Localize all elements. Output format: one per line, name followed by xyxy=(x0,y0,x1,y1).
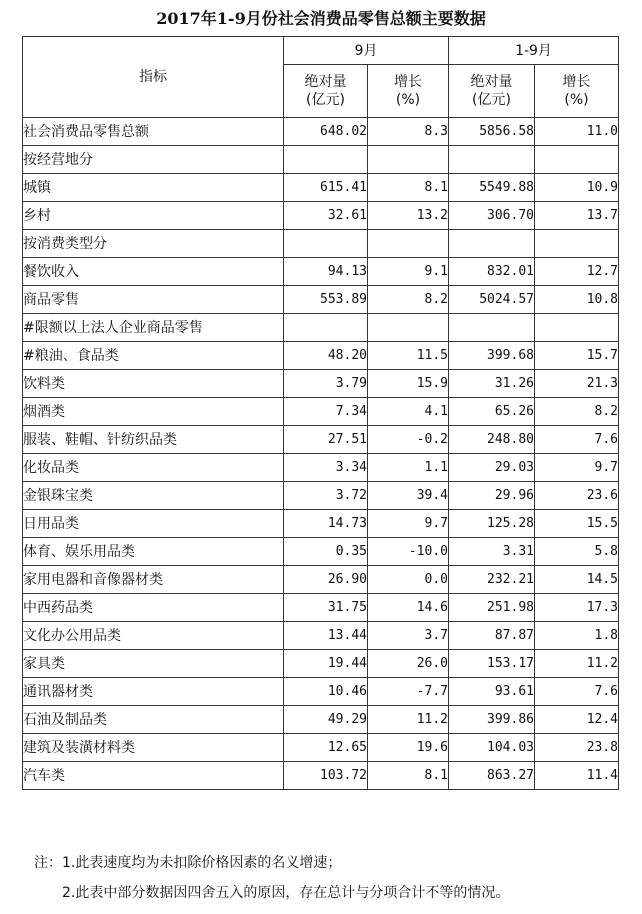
ytd-abs-cell: 399.68 xyxy=(449,342,535,370)
month-abs-cell: 615.41 xyxy=(284,174,368,202)
row-label: 家用电器和音像器材类 xyxy=(23,566,284,594)
footnote-2: 2.此表中部分数据因四舍五入的原因，存在总计与分项合计不等的情况。 xyxy=(62,885,510,901)
row-label: 饮料类 xyxy=(23,370,284,398)
month-abs-cell: 10.46 xyxy=(284,678,368,706)
ytd-abs-cell xyxy=(449,230,535,258)
month-growth-cell: 19.6 xyxy=(368,734,449,762)
abs-label: 绝对量 xyxy=(470,74,513,90)
table-row xyxy=(23,762,619,790)
row-label: 建筑及装潢材料类 xyxy=(23,734,284,762)
table-row xyxy=(23,258,619,286)
header-row-periods xyxy=(23,37,619,65)
growth-label: 增长 xyxy=(394,74,422,90)
row-label: #限额以上法人企业商品零售 xyxy=(23,314,284,342)
row-label: 日用品类 xyxy=(23,510,284,538)
ytd-growth-cell: 7.6 xyxy=(535,678,619,706)
ytd-abs-cell: 104.03 xyxy=(449,734,535,762)
ytd-abs-cell: 29.03 xyxy=(449,454,535,482)
month-abs-cell: 94.13 xyxy=(284,258,368,286)
footnotes xyxy=(34,848,509,908)
ytd-abs-cell: 248.80 xyxy=(449,426,535,454)
table-row xyxy=(23,678,619,706)
ytd-abs-cell: 251.98 xyxy=(449,594,535,622)
month-abs-cell: 48.20 xyxy=(284,342,368,370)
ytd-abs-cell: 65.26 xyxy=(449,398,535,426)
growth-label: 增长 xyxy=(562,74,591,90)
table-row xyxy=(23,202,619,230)
table-row xyxy=(23,594,619,622)
column-header-month: 9月 xyxy=(284,37,449,65)
month-abs-cell: 31.75 xyxy=(284,594,368,622)
row-label: 社会消费品零售总额 xyxy=(23,118,284,146)
table-row xyxy=(23,622,619,650)
ytd-abs-cell: 399.86 xyxy=(449,706,535,734)
row-label: 中西药品类 xyxy=(23,594,284,622)
month-growth-cell: 9.1 xyxy=(368,258,449,286)
row-label: 餐饮收入 xyxy=(23,258,284,286)
month-growth-cell: 14.6 xyxy=(368,594,449,622)
row-label: 体育、娱乐用品类 xyxy=(23,538,284,566)
row-label: 化妆品类 xyxy=(23,454,284,482)
ytd-growth-cell: 21.3 xyxy=(535,370,619,398)
ytd-abs-cell: 31.26 xyxy=(449,370,535,398)
ytd-growth-cell: 15.5 xyxy=(535,510,619,538)
month-growth-cell xyxy=(368,146,449,174)
month-abs-cell: 14.73 xyxy=(284,510,368,538)
row-label: 文化办公用品类 xyxy=(23,622,284,650)
row-label: 石油及制品类 xyxy=(23,706,284,734)
table-row xyxy=(23,230,619,258)
ytd-growth-cell: 5.8 xyxy=(535,538,619,566)
month-abs-cell: 3.34 xyxy=(284,454,368,482)
ytd-growth-cell: 9.7 xyxy=(535,454,619,482)
row-label: 金银珠宝类 xyxy=(23,482,284,510)
month-growth-cell: 8.2 xyxy=(368,286,449,314)
ytd-abs-cell: 832.01 xyxy=(449,258,535,286)
table-row xyxy=(23,734,619,762)
ytd-growth-cell: 11.4 xyxy=(535,762,619,790)
table-row xyxy=(23,314,619,342)
row-label: 按消费类型分 xyxy=(23,230,284,258)
ytd-growth-cell xyxy=(535,230,619,258)
ytd-abs-cell: 232.21 xyxy=(449,566,535,594)
month-abs-cell: 26.90 xyxy=(284,566,368,594)
row-label: 按经营地分 xyxy=(23,146,284,174)
ytd-growth-cell: 10.9 xyxy=(535,174,619,202)
month-growth-cell: 3.7 xyxy=(368,622,449,650)
ytd-abs-cell: 3.31 xyxy=(449,538,535,566)
month-growth-cell: -0.2 xyxy=(368,426,449,454)
ytd-growth-cell: 23.6 xyxy=(535,482,619,510)
growth-unit: (%) xyxy=(564,92,589,108)
row-label: 通讯器材类 xyxy=(23,678,284,706)
month-growth-cell: 13.2 xyxy=(368,202,449,230)
ytd-growth-cell: 1.8 xyxy=(535,622,619,650)
month-growth-cell: 1.1 xyxy=(368,454,449,482)
table-row xyxy=(23,454,619,482)
month-growth-cell: -10.0 xyxy=(368,538,449,566)
month-abs-cell: 19.44 xyxy=(284,650,368,678)
ytd-abs-cell: 5549.88 xyxy=(449,174,535,202)
ytd-growth-cell: 12.7 xyxy=(535,258,619,286)
month-abs-cell: 648.02 xyxy=(284,118,368,146)
column-header-ytd: 1-9月 xyxy=(449,37,619,65)
footnote-1: 注：1.此表速度均为未扣除价格因素的名义增速； xyxy=(34,855,342,871)
month-growth-cell: 11.5 xyxy=(368,342,449,370)
month-growth-cell: 11.2 xyxy=(368,706,449,734)
row-label: 家具类 xyxy=(23,650,284,678)
column-header-indicator: 指标 xyxy=(23,37,284,118)
month-growth-cell: 8.1 xyxy=(368,174,449,202)
month-abs-cell xyxy=(284,230,368,258)
table-row xyxy=(23,118,619,146)
month-growth-cell xyxy=(368,314,449,342)
month-growth-cell: 8.3 xyxy=(368,118,449,146)
ytd-abs-cell: 93.61 xyxy=(449,678,535,706)
ytd-abs-cell: 153.17 xyxy=(449,650,535,678)
ytd-growth-cell: 17.3 xyxy=(535,594,619,622)
table-row xyxy=(23,342,619,370)
ytd-abs-cell: 87.87 xyxy=(449,622,535,650)
table-row xyxy=(23,706,619,734)
table-row xyxy=(23,426,619,454)
month-abs-cell: 103.72 xyxy=(284,762,368,790)
row-label: 汽车类 xyxy=(23,762,284,790)
abs-unit: (亿元) xyxy=(306,92,345,108)
month-abs-cell xyxy=(284,146,368,174)
abs-unit: (亿元) xyxy=(472,92,511,108)
month-growth-cell: -7.7 xyxy=(368,678,449,706)
month-abs-cell: 49.29 xyxy=(284,706,368,734)
ytd-growth-cell: 12.4 xyxy=(535,706,619,734)
table-row xyxy=(23,174,619,202)
month-abs-cell: 27.51 xyxy=(284,426,368,454)
month-growth-cell: 39.4 xyxy=(368,482,449,510)
table-row xyxy=(23,398,619,426)
table-row xyxy=(23,566,619,594)
month-growth-cell: 9.7 xyxy=(368,510,449,538)
ytd-abs-cell: 863.27 xyxy=(449,762,535,790)
table-row xyxy=(23,286,619,314)
table-row xyxy=(23,538,619,566)
ytd-growth-cell xyxy=(535,146,619,174)
table-row xyxy=(23,510,619,538)
ytd-abs-cell: 5024.57 xyxy=(449,286,535,314)
data-table xyxy=(22,36,619,790)
month-growth-cell: 4.1 xyxy=(368,398,449,426)
ytd-growth-cell: 11.0 xyxy=(535,118,619,146)
table-row xyxy=(23,146,619,174)
month-abs-cell: 553.89 xyxy=(284,286,368,314)
abs-label: 绝对量 xyxy=(304,74,347,90)
column-header-ytd-abs xyxy=(449,65,535,118)
ytd-abs-cell: 125.28 xyxy=(449,510,535,538)
row-label: 城镇 xyxy=(23,174,284,202)
ytd-growth-cell: 10.8 xyxy=(535,286,619,314)
month-abs-cell: 7.34 xyxy=(284,398,368,426)
ytd-growth-cell: 23.8 xyxy=(535,734,619,762)
table-row xyxy=(23,370,619,398)
row-label: 烟酒类 xyxy=(23,398,284,426)
ytd-growth-cell: 8.2 xyxy=(535,398,619,426)
table-row xyxy=(23,650,619,678)
month-growth-cell: 0.0 xyxy=(368,566,449,594)
month-abs-cell: 13.44 xyxy=(284,622,368,650)
column-header-month-growth xyxy=(368,65,449,118)
month-abs-cell: 0.35 xyxy=(284,538,368,566)
month-growth-cell: 26.0 xyxy=(368,650,449,678)
month-abs-cell: 3.72 xyxy=(284,482,368,510)
ytd-growth-cell: 11.2 xyxy=(535,650,619,678)
ytd-abs-cell: 5856.58 xyxy=(449,118,535,146)
month-abs-cell: 3.79 xyxy=(284,370,368,398)
month-abs-cell xyxy=(284,314,368,342)
page-title: 2017年1-9月份社会消费品零售总额主要数据 xyxy=(156,9,486,28)
ytd-growth-cell: 7.6 xyxy=(535,426,619,454)
month-growth-cell xyxy=(368,230,449,258)
column-header-ytd-growth xyxy=(535,65,619,118)
ytd-growth-cell: 14.5 xyxy=(535,566,619,594)
month-growth-cell: 8.1 xyxy=(368,762,449,790)
column-header-month-abs xyxy=(284,65,368,118)
row-label: 服装、鞋帽、针纺织品类 xyxy=(23,426,284,454)
row-label: 商品零售 xyxy=(23,286,284,314)
month-growth-cell: 15.9 xyxy=(368,370,449,398)
growth-unit: (%) xyxy=(395,92,421,108)
ytd-abs-cell xyxy=(449,146,535,174)
table-body xyxy=(23,118,619,790)
month-abs-cell: 12.65 xyxy=(284,734,368,762)
ytd-growth-cell: 15.7 xyxy=(535,342,619,370)
ytd-growth-cell xyxy=(535,314,619,342)
row-label: #粮油、食品类 xyxy=(23,342,284,370)
ytd-abs-cell: 306.70 xyxy=(449,202,535,230)
ytd-abs-cell xyxy=(449,314,535,342)
row-label: 乡村 xyxy=(23,202,284,230)
table-row xyxy=(23,482,619,510)
ytd-growth-cell: 13.7 xyxy=(535,202,619,230)
month-abs-cell: 32.61 xyxy=(284,202,368,230)
ytd-abs-cell: 29.96 xyxy=(449,482,535,510)
